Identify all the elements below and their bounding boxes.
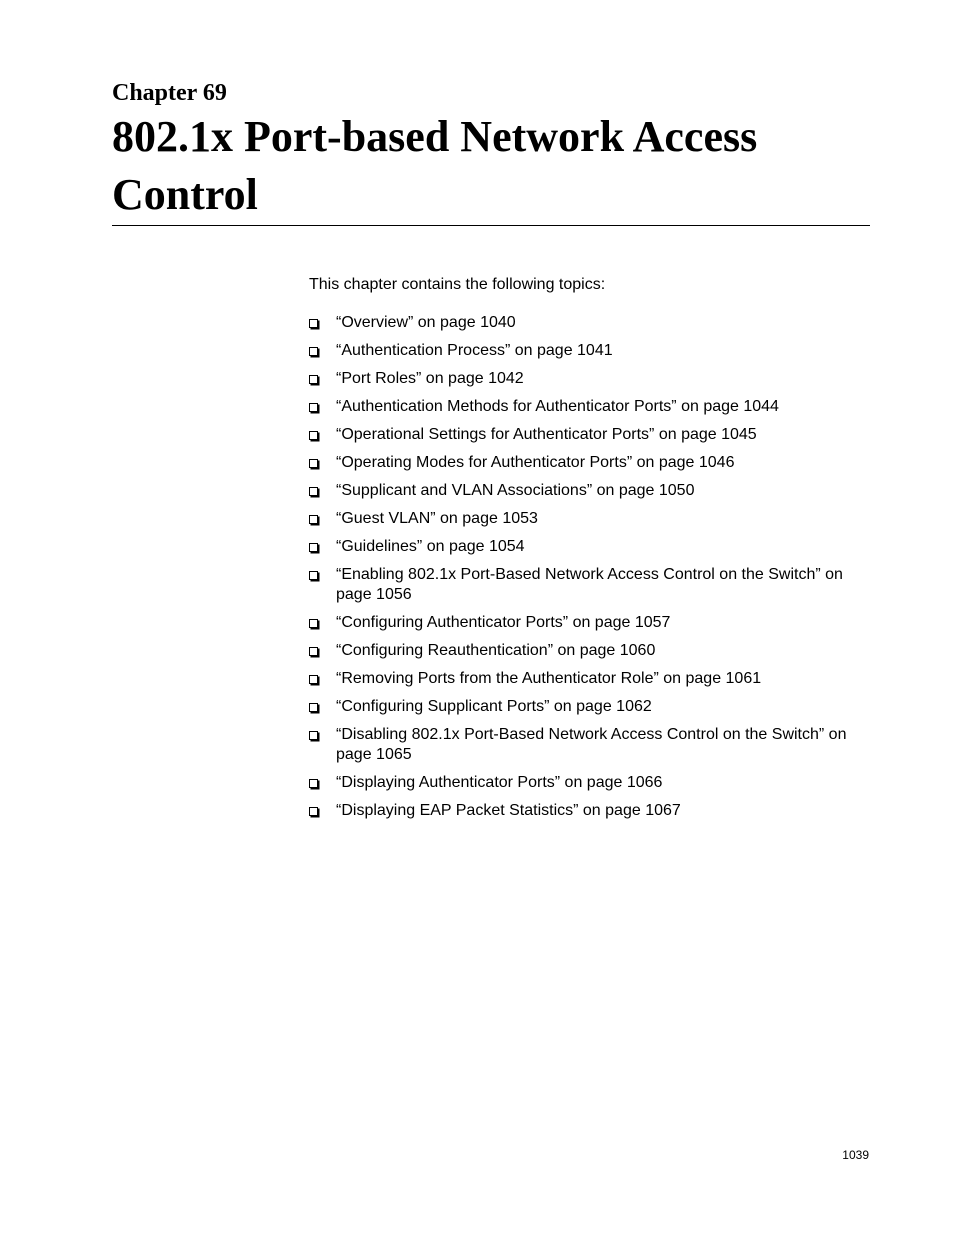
checkbox-bullet-icon [309,571,318,580]
checkbox-bullet-icon [309,459,318,468]
chapter-label: Chapter 69 [112,80,227,106]
checkbox-bullet-icon [309,647,318,656]
checkbox-bullet-icon [309,807,318,816]
checkbox-bullet-icon [309,675,318,684]
checkbox-bullet-icon [309,375,318,384]
topic-link[interactable]: “Authentication Methods for Authenticator Ports” on page 1044 [336,398,779,415]
checkbox-bullet-icon [309,703,318,712]
topic-item[interactable] [309,669,869,689]
topic-link[interactable]: “Enabling 802.1x Port-Based Network Access Control on the Switch” on page 1056 [336,566,843,603]
topic-link[interactable]: “Overview” on page 1040 [336,314,516,331]
checkbox-bullet-icon [309,431,318,440]
topic-item[interactable] [309,537,869,557]
topic-list [309,313,869,829]
topic-item[interactable] [309,697,869,717]
title-divider [112,225,870,226]
topic-link[interactable]: “Removing Ports from the Authenticator Role” on page 1061 [336,670,762,687]
topic-link[interactable]: “Displaying EAP Packet Statistics” on page 1067 [336,802,681,819]
checkbox-bullet-icon [309,619,318,628]
topic-link[interactable]: “Displaying Authenticator Ports” on page 1066 [336,774,663,791]
topic-link[interactable]: “Configuring Authenticator Ports” on page 1057 [336,614,671,631]
topic-link[interactable]: “Operating Modes for Authenticator Ports” on page 1046 [336,454,735,471]
topic-link[interactable]: “Port Roles” on page 1042 [336,370,524,387]
topic-link[interactable]: “Configuring Reauthentication” on page 1060 [336,642,656,659]
topic-item[interactable] [309,641,869,661]
topic-link[interactable]: “Guest VLAN” on page 1053 [336,510,538,527]
intro-text: This chapter contains the following topics: [309,276,606,293]
topic-item[interactable] [309,613,869,633]
topic-link[interactable]: “Operational Settings for Authenticator Ports” on page 1045 [336,426,757,443]
topic-item[interactable] [309,369,869,389]
topic-item[interactable] [309,801,869,821]
checkbox-bullet-icon [309,487,318,496]
topic-link[interactable]: “Configuring Supplicant Ports” on page 1062 [336,698,652,715]
page-number: 1039 [842,1148,869,1162]
topic-item[interactable] [309,725,869,765]
checkbox-bullet-icon [309,347,318,356]
checkbox-bullet-icon [309,515,318,524]
topic-item[interactable] [309,565,869,605]
topic-link[interactable]: “Supplicant and VLAN Associations” on page 1050 [336,482,695,499]
topic-item[interactable] [309,509,869,529]
topic-link[interactable]: “Guidelines” on page 1054 [336,538,525,555]
page-title: 802.1x Port-based Network Access Control [112,112,758,219]
topic-item[interactable] [309,481,869,501]
checkbox-bullet-icon [309,779,318,788]
checkbox-bullet-icon [309,403,318,412]
topic-item[interactable] [309,773,869,793]
topic-item[interactable] [309,313,869,333]
checkbox-bullet-icon [309,731,318,740]
topic-item[interactable] [309,425,869,445]
topic-link[interactable]: “Disabling 802.1x Port-Based Network Access Control on the Switch” on page 1065 [336,726,847,763]
topic-item[interactable] [309,341,869,361]
topic-item[interactable] [309,397,869,417]
topic-link[interactable]: “Authentication Process” on page 1041 [336,342,613,359]
topic-item[interactable] [309,453,869,473]
checkbox-bullet-icon [309,319,318,328]
checkbox-bullet-icon [309,543,318,552]
